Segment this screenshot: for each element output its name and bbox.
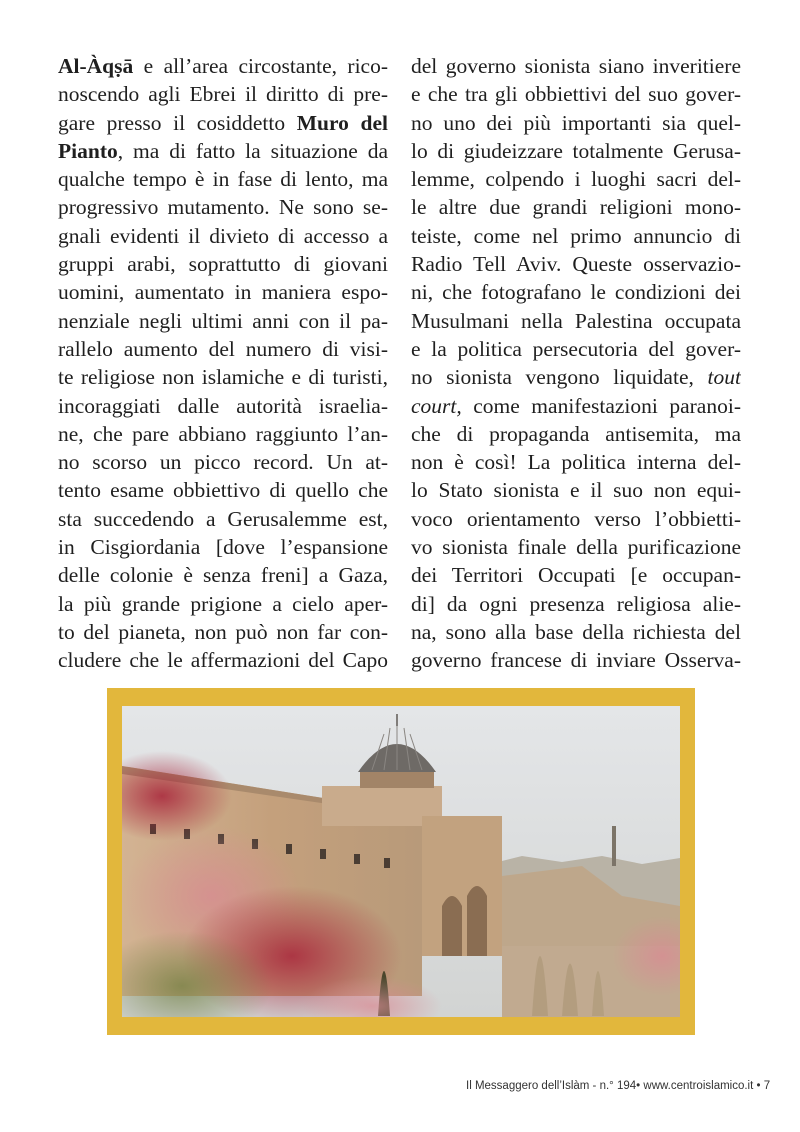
text-run: incoraggiati dalle autorità israelia- <box>58 393 388 418</box>
text-line <box>411 590 741 618</box>
text-run: Radio Tell Aviv. Queste osservazio- <box>411 252 741 277</box>
bold-text: Pianto <box>58 138 118 163</box>
text-line <box>411 137 741 165</box>
bold-text: Al-Àqṣā <box>58 54 134 78</box>
text-line <box>58 392 388 420</box>
text-run: sta succedendo a Gerusalemme est, <box>58 506 388 531</box>
text-line <box>58 363 388 391</box>
text-line <box>411 533 741 561</box>
text-line <box>58 222 388 250</box>
photo-al-aqsa-mosque <box>122 706 680 1017</box>
text-line <box>58 505 388 533</box>
text-line <box>58 278 388 306</box>
text-line <box>411 109 741 137</box>
text-run: lo Stato sionista e il suo non equi- <box>411 478 741 503</box>
text-line <box>411 278 741 306</box>
text-run: noscendo agli Ebrei il diritto di pre- <box>58 82 388 107</box>
text-line <box>58 80 388 108</box>
text-line <box>58 646 388 674</box>
text-run: rallelo aumento del numero di visi- <box>58 336 388 361</box>
text-run: no uno dei più importanti sia quel- <box>411 110 741 135</box>
text-run: che di propaganda antisemita, ma <box>411 421 741 446</box>
footer-website: www.centroislamico.it <box>643 1080 754 1092</box>
footer-separator: • <box>756 1080 761 1092</box>
text-run: dei Territori Occupati [e occupan- <box>411 563 741 588</box>
text-run: gare presso il cosiddetto <box>58 110 297 135</box>
text-run: la più grande prigione a cielo aper- <box>58 591 388 616</box>
text-run: na, sono alla base della richiesta del <box>411 619 741 644</box>
text-run: gruppi arabi, soprattutto di giovani <box>58 252 388 277</box>
text-run: le altre due grandi religioni mono- <box>411 195 741 220</box>
text-line <box>411 193 741 221</box>
text-line <box>58 193 388 221</box>
text-run: ni, che fotografano le condizioni dei <box>411 280 741 305</box>
text-line <box>411 392 741 420</box>
text-line <box>411 222 741 250</box>
text-line <box>411 505 741 533</box>
photo-frame <box>107 688 695 1035</box>
text-line <box>411 307 741 335</box>
footer-page-number: 7 <box>763 1080 771 1092</box>
text-line <box>58 137 388 165</box>
text-line <box>58 420 388 448</box>
text-run: progressivo mutamento. Ne sono se- <box>58 195 388 220</box>
text-line <box>411 448 741 476</box>
text-run: , ma di fatto la situazione da <box>117 138 388 163</box>
text-run: delle colonie è senza freni] a Gaza, <box>58 563 388 588</box>
text-line <box>411 52 741 80</box>
text-run: lo di giudeizzare totalmente Gerusa- <box>411 138 741 163</box>
text-run: governo francese di inviare Osserva- <box>411 648 741 673</box>
text-line <box>58 476 388 504</box>
text-run: e che tra gli obbiettivi del suo gover- <box>411 82 741 107</box>
text-run: te religiose non islamiche e di turisti, <box>58 365 388 390</box>
text-run: in Cisgiordania [dove l’espansione <box>58 535 388 560</box>
text-column-left <box>58 52 388 675</box>
text-run: lemme, colpendo i luoghi sacri del- <box>411 167 741 192</box>
text-line <box>411 80 741 108</box>
text-run: ne, che pare abbiano raggiunto l’an- <box>58 421 388 446</box>
text-run: no scorso un picco record. Un at- <box>58 450 388 475</box>
text-run: qualche tempo è in fase di lento, ma <box>58 167 388 192</box>
text-line <box>411 420 741 448</box>
text-run: cludere che le affermazioni del Capo <box>58 648 388 673</box>
text-line <box>58 165 388 193</box>
text-run: come manifestazioni paranoi- <box>461 393 741 418</box>
text-run: tento esame obbiettivo di quello che <box>58 478 388 503</box>
text-line <box>58 561 388 589</box>
text-run: non è così! La politica interna del- <box>411 450 741 475</box>
text-run: to del pianeta, non può non far con- <box>58 619 388 644</box>
italic-text: tout <box>707 365 741 390</box>
text-run: uomini, aumentato in maniera espo- <box>58 280 388 305</box>
text-line <box>411 561 741 589</box>
text-line <box>58 448 388 476</box>
text-line <box>411 335 741 363</box>
italic-text: court, <box>411 393 462 418</box>
text-run: di] da ogni presenza religiosa alie- <box>411 591 741 616</box>
text-line <box>58 52 388 80</box>
text-run: voco orientamento verso l’obbietti- <box>411 506 741 531</box>
text-run: gnali evidenti il divieto di accesso a <box>58 223 388 248</box>
text-line <box>411 250 741 278</box>
text-line <box>411 165 741 193</box>
text-line <box>58 618 388 646</box>
footer-publication: Il Messaggero dell’Islàm - n.° 194 <box>466 1080 637 1092</box>
text-line <box>411 363 741 391</box>
text-run: teiste, come nel primo annuncio di <box>411 223 741 248</box>
text-run: e all’area circostante, rico- <box>133 54 388 78</box>
text-line <box>411 476 741 504</box>
text-line <box>58 533 388 561</box>
text-line <box>411 646 741 674</box>
bold-text: Muro del <box>296 110 388 135</box>
text-line <box>58 335 388 363</box>
text-line <box>58 109 388 137</box>
text-run: vo sionista finale della purificazione <box>411 535 741 560</box>
text-line <box>411 618 741 646</box>
text-line <box>58 307 388 335</box>
text-run: no sionista vengono liquidate, <box>411 365 708 390</box>
text-line <box>58 250 388 278</box>
text-run: e la politica persecutoria del gover- <box>411 336 741 361</box>
text-column-right <box>411 52 741 675</box>
footer-separator: • <box>636 1080 641 1092</box>
text-run: Musulmani nella Palestina occupata <box>411 308 741 333</box>
page-footer <box>466 1080 770 1092</box>
text-line <box>58 590 388 618</box>
text-run: nenziale negli ultimi anni con il pa- <box>58 308 388 333</box>
text-run: del governo sionista siano inveritiere <box>411 54 741 78</box>
